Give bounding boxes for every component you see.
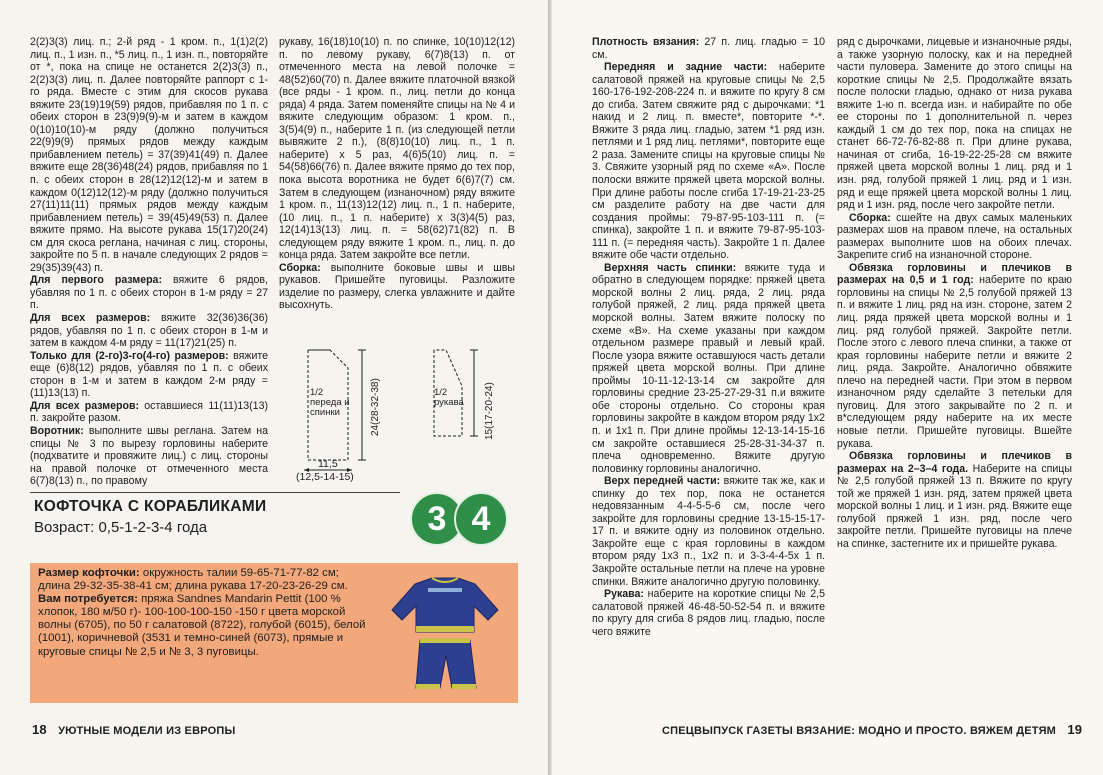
all-sizes-para [30, 312, 268, 350]
schematic-width-label-2: (12,5-14-15) [296, 471, 354, 483]
age-badge-4: 4 [454, 492, 508, 546]
schematic-front-label: 1/2 переда и спинки [310, 387, 350, 418]
size-para [38, 567, 374, 593]
first-size-label: Для первого размера: [30, 274, 162, 287]
only-sizes-para [30, 350, 268, 400]
right-footer-text: СПЕЦВЫПУСК ГАЗЕТЫ ВЯЗАНИЕ: МОДНО И ПРОСТО. ВЯЖЕМ ДЕТЯМ [662, 725, 1057, 737]
size-label: Размер кофточки: [38, 567, 140, 579]
upper-front-label: Верх передней части: [604, 475, 721, 488]
left-page-number: 18 [32, 722, 47, 737]
upper-front-text: вяжите так же, как и спинку до тех пор, пока не останется недовязанным 4-4-5-5-6 см, после чего закройте для горловины средние 13-15-15-17-17 п. и вяжите одну из половинок отдельно. Закройте еще с края горловины в каждом втором ряду 1х3 п., 1х2 п. и 3-3-4-4-5х 1 п. Закройте остальные петли на плече на уровне спинки. Вяжите аналогично другую половинку. [592, 475, 825, 588]
upper-back-para [592, 262, 825, 475]
right-assembly-label: Сборка: [849, 211, 891, 224]
right-assembly-text: сшейте на двух самых маленьких размерах шов на правом плече, на остальных размерах выполните шов на обоих плечах. Закрепите сгиб на изнаночной стороне. [837, 211, 1072, 262]
collar-para [30, 425, 268, 488]
sleeves-continued-para [837, 36, 1072, 212]
neck-large-text: Наберите на спицы № 2,5 голубой пряжей 13 п. Вяжите по кругу той же пряжей 1 изн. ряд, затем пряжей цвета морской волны 1 лиц. и 1 изн. ряд. Вяжите еще голубой пряжей 1 изн. ряд, после чего закройте петли. Пришейте пуговицы на плече на спинке, застегните их и пришейте рукава. [837, 462, 1072, 550]
right-assembly-para [837, 212, 1072, 262]
sleeves-label: Рукава: [604, 588, 644, 601]
assembly-text: выполните боковые швы и швы рукавов. Пришейте пуговицы. Разложите изделие по размеру, слегка увлажните и дайте высохнуть. [279, 261, 515, 312]
schematic-front-height: 24(28-32-38) [370, 378, 381, 436]
all-sizes-text-2: оставшиеся 11(11)13(13) п. закройте разом. [30, 399, 268, 425]
front-back-text: наберите салатовой пряжей на круговые спицы № 2,5 160-176-192-208-224 п. и вяжите по кругу 8 см до сгиба. Затем свяжите ряд с дырочками: *1 накид и 2 лиц. п. вместе*, повторите *-*. Вяжите 3 ряда лиц. гладью, затем *1 ряд изн. петлями и 1 ряд лиц. петлями*, повторите еще 2 раза. Замените спицы на круговые спицы № 3. Свяжите узорный ряд по схеме «А». После полоски вяжите пряжей цвета морской волны. При длине работы после сгиба 17-19-21-23-25 см разделите работу на две части для создания проймы: 79-87-95-103-111 п. (= спинка), закройте 1 п. и вяжите 79-87-95-103-111 п. (= передняя часть). Закройте 1 п. Далее вяжите обе части отдельно. [592, 61, 825, 262]
left-page [0, 0, 548, 775]
upper-front-para [592, 475, 825, 588]
gauge-para [592, 36, 825, 61]
neck-small-text: наберите по краю горловины на спицы № 2,5 голубой пряжей 13 п. и вяжите 1 лиц. ряд на изн. стороне, затем 2 лиц. ряда пряжей цвета морской волны и 1 лиц. ряд голубой пряжей. Закройте петли. После этого с левого плеча спинки, а также от края горловины наберите петли и вяжите 2 лиц. ряда. Закройте. Аналогично обвяжите плечо на передней части. При этом в первом изнаночном ряду сделайте 3 петельки для пуговиц. Для этого закрывайте по 2 п. и в*следующем ряду наберите на их месте новые петли. Пришейте пуговицы. Вшейте рукава. [837, 274, 1072, 450]
right-page-number: 19 [1067, 722, 1083, 737]
neck-small-para [837, 262, 1072, 450]
neck-small-label: Обвязка горловины и плечиков в размерах на 0,5 и 1 год: [837, 261, 1072, 287]
needs-para [38, 593, 374, 658]
materials-text [38, 567, 374, 659]
collar-continued-text: рукаву, 16(18)10(10) п. по спинке, 10(10)12(12) п. по левому рукаву, 6(7)8(13) п. от отмеченного места на левой полочке = 48(52)60(70) п. Далее вяжите платочной вязкой (все ряды - 1 кром. п., лиц. петли до конца ряда) 4 ряда. Затем поменяйте спицы на № 4 и вяжите следующим образом: 1 кром. п., 3(5)4(9) п., наберите 1 п. (из следующей петли вывяжите 2 п.), (8(8)10(10) лиц. п., 1 п. наберите) х 5 раз, 4(6)5(10) лиц. п. = 54(58)66(76) п. Далее вяжите прямо до тех пор, пока высота воротника не будет 6(6)7(7) см. Затем в следующем (изнаночном) ряду вяжите 1 кром. п., 11(13)12(12) лиц. п., 1 п. наберите, (10 лиц. п., 1 п. наберите) х 3(3)4(5) раз, 12(14)13(13) лиц. п. = 58(62)71(82) п. В следующем ряду вяжите 1 кром. п., лиц. п. до конца ряда. Затем закройте все петли. [279, 36, 515, 262]
collar-text: выполните швы реглана. Затем на спицы № 3 по вырезу горловины наберите (подхватите и провяжите лиц.) с лиц. стороны на правой полочке от отмеченного места 6(7)8(13) п., по правому [30, 424, 268, 488]
collar-label: Воротник: [30, 424, 84, 437]
left-column-1 [30, 36, 268, 488]
pattern-title: КОФТОЧКА С КОРАБЛИКАМИ [34, 498, 267, 515]
first-size-text: вяжите 6 рядов, убавляя по 1 п. с обеих сторон в 1-м ряду = 27 п. [30, 274, 268, 312]
neck-large-para [837, 450, 1072, 550]
all-sizes-para-2 [30, 400, 268, 425]
right-column-2 [837, 36, 1072, 550]
needs-text: пряжа Sandnes Mandarin Pettit (100 % хлопок, 180 м/50 г)- 100-100-100-150 -150 г цвета морской волны (6705), по 50 г салатовой (8722), голубой (6015), белой (1001), коричневой (3531 и темно-синей (6073), прямые и круговые спицы № 2,5 и № 3, 3 пуговицы. [38, 593, 366, 658]
schematic-width-label: 11,5 [318, 458, 338, 470]
age-badge-3: 3 [410, 492, 464, 546]
age-text: Возраст: 0,5-1-2-3-4 года [34, 519, 208, 536]
sleeves-text: наберите на короткие спицы № 2,5 салатовой пряжей 46-48-50-52-54 п. и вяжите по кругу для сгиба 8 рядов лиц. гладью, после чего вяжите [592, 588, 825, 638]
right-column-1 [592, 36, 825, 638]
sleeve-text: 2(2)3(3) лиц. п.; 2-й ряд - 1 кром. п., 1(1)2(2) лиц. п., 1 изн. п., *5 лиц. п., 1 изн. п., повторяйте от *, пока на спице не останется 2(2)3(3) п., 2(2)3(3) лиц. п. Далее повторяйте раппорт с 1-го ряда. Вместе с этим для скосов рукава вяжите 23(19)19(59) рядов, прибавляя по 1 п. с обеих сторон в 23(9)9(9)-м и затем в каждом 0(10)10(10)-м ряду (должно получиться 22(9)9(9) прямых рядов между каждым прибавлением петель) = 37(39)41(49) п. Далее вяжите еще 28(36)48(24) рядов, прибавляя по 1 п. с обеих сторон в 28(12)12(12)-м и затем в каждом 0(12)12(12)-м ряду (должно получиться 27(11)11(11) прямых рядов между каждым прибавлением петель) = 39(45)49(53) п. Далее вяжите прямо. На высоте рукава 15(17)20(24) см для скоса реглана, начиная с лиц. стороны, закройте по 5 п. в начале следующих 2 рядов = 29(35)39(43) п. [30, 36, 268, 274]
size-text: окружность талии 59-65-71-77-82 см; длина 29-32-35-38-41 см; длина рукава 17-20-23-26-29 см. [38, 567, 348, 593]
sleeves-para [592, 588, 825, 638]
right-footer [662, 722, 1082, 737]
left-column-2 [279, 36, 515, 312]
needs-label: Вам потребуется: [38, 593, 138, 606]
assembly-para [279, 262, 515, 312]
gauge-label: Плотность вязания: [592, 36, 700, 48]
all-sizes-text: вяжите 32(36)36(36) рядов, убавляя по 1 п. с обеих сторон в 1-м и затем в каждом 4-м ряду = 11(17)21(25) п. [30, 312, 268, 350]
only-sizes-label: Только для (2-го)3-го(4-го) размеров: [30, 349, 229, 362]
upper-back-label: Верхняя часть спинки: [604, 261, 737, 274]
only-sizes-text: вяжите еще (6)8(12) рядов, убавляя по 1 п. с обеих сторон в 1-м и затем в каждом 2-м ряду = (11)13(13) п. [30, 349, 268, 400]
front-back-para [592, 61, 825, 262]
all-sizes-label-2: Для всех размеров: [30, 399, 139, 412]
gauge-text: 27 п. лиц. гладью = 10 см. [592, 36, 825, 61]
left-footer [32, 722, 235, 737]
title-rule [30, 492, 400, 493]
neck-large-label: Обвязка горловины и плечиков в размерах на 2–3–4 года. [837, 450, 1072, 475]
upper-back-text: вяжите туда и обратно в следующем порядке: пряжей цвета морской волны 2 лиц. ряда, 2 лиц. ряда голубой пряжей, 2 лиц. ряда пряжей цвета морской волны. Затем вяжите полоску по схеме «В». На схеме указаны при каждом отдельном размере правый и левый край. После узора вяжите оставшуюся часть детали пряжей цвета морской волны. При длине проймы 10-11-12-13-14 см закройте для горловины средние 23-25-27-29-31 п.и вяжите обе стороны отдельно. Со стороны края горловины закройте в каждом втором ряду 1х2 п. и 1х1 п. При длине проймы 12-13-14-15-16 см закройте оставшиеся 25-28-31-34-37 п. плеча одновременно. Вяжите другую половинку горловины аналогично. [592, 261, 825, 475]
front-back-label: Передняя и задние части: [604, 61, 768, 74]
left-footer-text: УЮТНЫЕ МОДЕЛИ ИЗ ЕВРОПЫ [58, 725, 236, 737]
sleeves-continued-text: ряд с дырочками, лицевые и изнаночные ряды, а также узорную полоску, как и на передней части пуловера. Замените до этого спицы на короткие спицы № 2,5. Продолжайте вязать после полоски гладью, однако от низа рукава вяжите 1-ю п. всегда изн. и набирайте по обе ее стороны по 1 дополнительной п. через каждый 1 см до тех пор, пока на спицах не станет 66-72-76-82-88 п. При длине рукава, начиная от сгиба, 16-19-22-25-28 см вяжите пряжей цвета морской волны 1 лиц. ряд и 1 изн. ряд, голубой пряжей 1 лиц. ряд и 1 изн. ряд и еще пряжей цвета морской волны 1 лиц. ряд и 1 изн. ряд, после чего закройте петли. [837, 36, 1072, 212]
first-size-para [30, 274, 268, 312]
assembly-label: Сборка: [279, 261, 321, 274]
knitted-outfit-icon [380, 570, 510, 698]
schematic-sleeve-height: 15(17-20-24) [484, 382, 495, 440]
all-sizes-label: Для всех размеров: [30, 312, 151, 325]
schematic-sleeve-label: 1/2 рукава [434, 387, 464, 408]
